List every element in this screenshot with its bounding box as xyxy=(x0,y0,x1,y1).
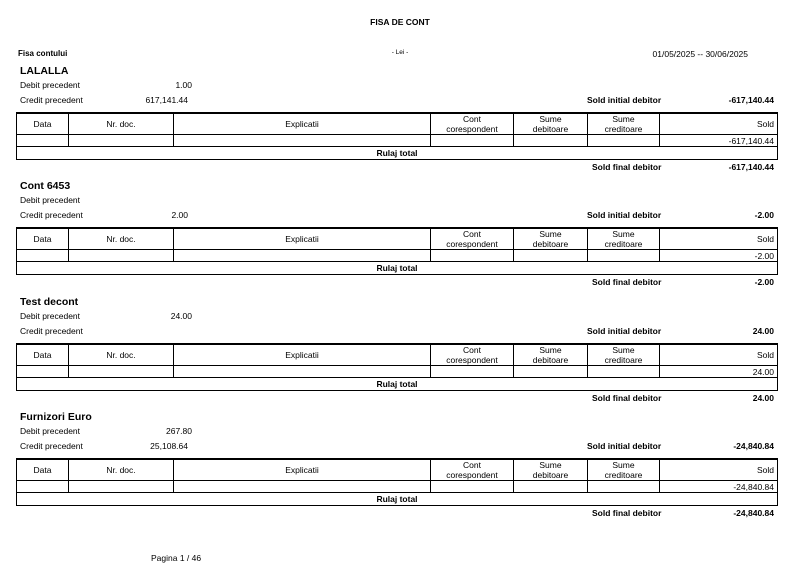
cell-debit xyxy=(514,250,588,262)
cell-credit xyxy=(588,250,660,262)
col-nr-doc: Nr. doc. xyxy=(69,228,174,250)
credit-precedent-label: Credit precedent xyxy=(20,95,83,105)
col-debit-line2: debitoare xyxy=(532,355,569,365)
cell-debit xyxy=(514,481,588,493)
col-data: Data xyxy=(17,459,69,481)
cell-sold: -2.00 xyxy=(660,250,778,262)
rulaj-total-label: Rulaj total xyxy=(17,262,778,275)
col-sume-debitoare xyxy=(514,113,588,135)
ledger-header-row xyxy=(17,228,778,250)
col-cont-line2: corespondent xyxy=(446,470,498,480)
cell-nr-doc xyxy=(69,135,174,147)
sold-final-label: Sold final debitor xyxy=(592,162,662,172)
col-data: Data xyxy=(17,113,69,135)
col-credit-line1: Sume xyxy=(612,345,635,355)
account-name: LALALLA xyxy=(20,65,69,77)
credit-precedent-value: 25,108.64 xyxy=(150,441,188,451)
col-sume-debitoare xyxy=(514,459,588,481)
col-cont-line2: corespondent xyxy=(446,355,498,365)
col-debit-line2: debitoare xyxy=(532,239,569,249)
credit-precedent-value: 2.00 xyxy=(171,210,188,220)
cell-credit xyxy=(588,366,660,378)
cell-data xyxy=(17,481,69,493)
rulaj-total-row xyxy=(17,262,778,275)
cell-cont xyxy=(431,250,514,262)
table-row xyxy=(17,366,778,378)
sold-initial-label: Sold initial debitor xyxy=(587,326,662,336)
credit-precedent-label: Credit precedent xyxy=(20,210,83,220)
sold-initial-label: Sold initial debitor xyxy=(587,210,662,220)
debit-precedent-label: Debit precedent xyxy=(20,426,81,436)
ledger-table xyxy=(16,458,778,506)
col-explicatii: Explicatii xyxy=(174,459,431,481)
sold-initial-value: -24,840.84 xyxy=(733,441,774,451)
cell-data xyxy=(17,366,69,378)
col-cont-line1: Cont xyxy=(463,114,481,124)
col-sold: Sold xyxy=(660,459,778,481)
sold-final-label: Sold final debitor xyxy=(592,393,662,403)
col-nr-doc: Nr. doc. xyxy=(69,113,174,135)
col-cont-line2: corespondent xyxy=(446,239,498,249)
sold-initial-value: -2.00 xyxy=(754,210,774,220)
col-sold: Sold xyxy=(660,113,778,135)
col-cont-corespondent xyxy=(431,344,514,366)
rulaj-total-label: Rulaj total xyxy=(17,378,778,391)
debit-precedent-label: Debit precedent xyxy=(20,195,81,205)
col-sold: Sold xyxy=(660,344,778,366)
rulaj-total-row xyxy=(17,378,778,391)
cell-explicatii xyxy=(174,250,431,262)
report-title: FISA DE CONT xyxy=(370,17,430,27)
ledger-header-row xyxy=(17,459,778,481)
sold-initial-label: Sold initial debitor xyxy=(587,95,662,105)
col-sume-creditoare xyxy=(588,344,660,366)
col-debit-line2: debitoare xyxy=(532,124,569,134)
account-sheet-label: Fisa contului xyxy=(18,49,68,58)
cell-sold: -617,140.44 xyxy=(660,135,778,147)
col-sume-creditoare xyxy=(588,228,660,250)
cell-nr-doc xyxy=(69,481,174,493)
ledger-table xyxy=(16,227,778,275)
table-row xyxy=(17,250,778,262)
col-credit-line2: creditoare xyxy=(604,355,643,365)
sold-initial-label: Sold initial debitor xyxy=(587,441,662,451)
sold-initial-value: -617,140.44 xyxy=(728,95,774,105)
period-range: 01/05/2025 -- 30/06/2025 xyxy=(652,49,748,59)
ledger-header-row xyxy=(17,344,778,366)
table-row xyxy=(17,481,778,493)
col-nr-doc: Nr. doc. xyxy=(69,344,174,366)
col-cont-corespondent xyxy=(431,459,514,481)
rulaj-total-label: Rulaj total xyxy=(17,493,778,506)
col-credit-line1: Sume xyxy=(612,229,635,239)
cell-data xyxy=(17,250,69,262)
cell-cont xyxy=(431,481,514,493)
rulaj-total-row xyxy=(17,147,778,160)
cell-explicatii xyxy=(174,135,431,147)
col-sold: Sold xyxy=(660,228,778,250)
col-cont-line1: Cont xyxy=(463,345,481,355)
debit-precedent-value: 1.00 xyxy=(175,80,192,90)
ledger-table xyxy=(16,112,778,160)
col-cont-corespondent xyxy=(431,228,514,250)
currency-label: - Lei - xyxy=(391,49,409,56)
sold-final-value: -617,140.44 xyxy=(728,162,774,172)
col-explicatii: Explicatii xyxy=(174,228,431,250)
cell-debit xyxy=(514,366,588,378)
col-credit-line2: creditoare xyxy=(604,239,643,249)
col-sume-creditoare xyxy=(588,459,660,481)
sold-final-value: -2.00 xyxy=(754,277,774,287)
col-cont-line1: Cont xyxy=(463,229,481,239)
credit-precedent-label: Credit precedent xyxy=(20,326,83,336)
sold-final-value: 24.00 xyxy=(752,393,774,403)
account-name: Test decont xyxy=(20,296,79,308)
credit-precedent-label: Credit precedent xyxy=(20,441,83,451)
col-credit-line1: Sume xyxy=(612,460,635,470)
ledger-header-row xyxy=(17,113,778,135)
cell-cont xyxy=(431,366,514,378)
sold-initial-value: 24.00 xyxy=(752,326,774,336)
cell-explicatii xyxy=(174,481,431,493)
cell-nr-doc xyxy=(69,250,174,262)
col-nr-doc: Nr. doc. xyxy=(69,459,174,481)
col-sume-debitoare xyxy=(514,344,588,366)
debit-precedent-label: Debit precedent xyxy=(20,80,81,90)
col-sume-debitoare xyxy=(514,228,588,250)
col-credit-line2: creditoare xyxy=(604,124,643,134)
cell-data xyxy=(17,135,69,147)
cell-cont xyxy=(431,135,514,147)
sold-final-value: -24,840.84 xyxy=(733,508,774,518)
cell-debit xyxy=(514,135,588,147)
col-debit-line1: Sume xyxy=(539,345,562,355)
rulaj-total-label: Rulaj total xyxy=(17,147,778,160)
col-explicatii: Explicatii xyxy=(174,113,431,135)
sold-final-label: Sold final debitor xyxy=(592,277,662,287)
account-name: Cont 6453 xyxy=(20,180,71,192)
debit-precedent-label: Debit precedent xyxy=(20,311,81,321)
col-cont-line2: corespondent xyxy=(446,124,498,134)
ledger-table xyxy=(16,343,778,391)
col-cont-line1: Cont xyxy=(463,460,481,470)
col-credit-line2: creditoare xyxy=(604,470,643,480)
debit-precedent-value: 267.80 xyxy=(166,426,192,436)
account-name: Furnizori Euro xyxy=(20,411,92,423)
col-cont-corespondent xyxy=(431,113,514,135)
col-debit-line1: Sume xyxy=(539,229,562,239)
sold-final-label: Sold final debitor xyxy=(592,508,662,518)
col-debit-line1: Sume xyxy=(539,114,562,124)
cell-sold: -24,840.84 xyxy=(660,481,778,493)
rulaj-total-row xyxy=(17,493,778,506)
page-number: Pagina 1 / 46 xyxy=(151,553,202,563)
cell-credit xyxy=(588,481,660,493)
col-credit-line1: Sume xyxy=(612,114,635,124)
col-debit-line1: Sume xyxy=(539,460,562,470)
cell-nr-doc xyxy=(69,366,174,378)
cell-credit xyxy=(588,135,660,147)
table-row xyxy=(17,135,778,147)
debit-precedent-value: 24.00 xyxy=(170,311,192,321)
cell-explicatii xyxy=(174,366,431,378)
col-debit-line2: debitoare xyxy=(532,470,569,480)
col-data: Data xyxy=(17,344,69,366)
cell-sold: 24.00 xyxy=(660,366,778,378)
col-sume-creditoare xyxy=(588,113,660,135)
col-data: Data xyxy=(17,228,69,250)
credit-precedent-value: 617,141.44 xyxy=(145,95,188,105)
col-explicatii: Explicatii xyxy=(174,344,431,366)
